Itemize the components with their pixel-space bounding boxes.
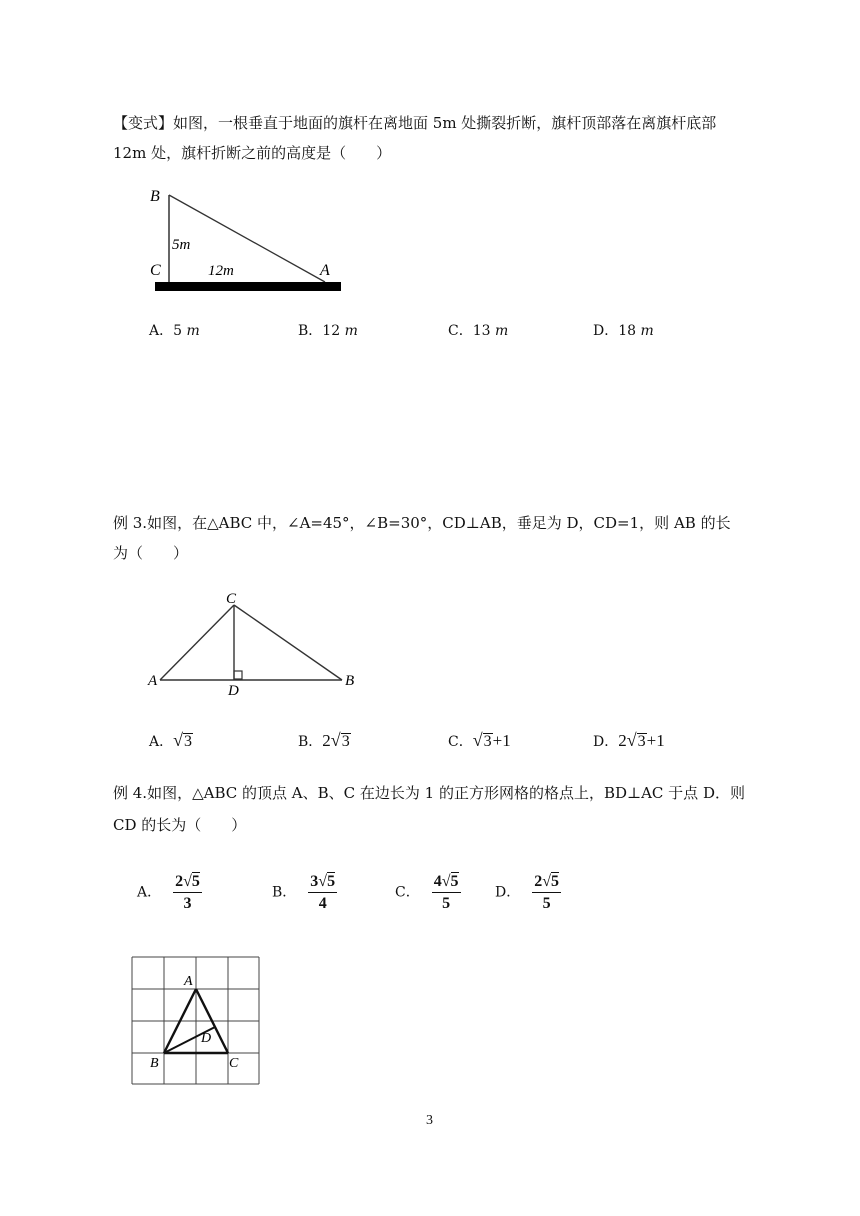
example3-question-line-1: 例 3.如图，在△ABC 中，∠A=45°，∠B=30°，CD⊥AB，垂足为 D，CD=1，则 AB 的长	[113, 514, 731, 532]
example4-option-d[interactable]: D． $\frac{2√5}{5}$	[495, 873, 560, 912]
variant-question-line-1: 【变式】如图，一根垂直于地面的旗杆在离地面 5m 处撕裂折断，旗杆顶部落在离旗杆底部	[113, 114, 717, 132]
label-D: D	[228, 683, 239, 699]
ground-bar	[155, 282, 341, 291]
label-5m: 5m	[172, 237, 191, 253]
label-B: B	[150, 1056, 159, 1071]
example4-question-line-2: CD 的长为（ ）	[113, 816, 247, 834]
example4-question-line-1: 例 4.如图，△ABC 的顶点 A、B、C 在边长为 1 的正方形网格的格点上，BD⊥AC 于点 D．则	[113, 784, 745, 802]
label-C: C	[229, 1056, 239, 1071]
example4-option-a[interactable]: A． $\frac{2√5}{3}$	[137, 873, 200, 912]
flagpole-figure	[140, 180, 355, 295]
variant-option-d[interactable]: D．18 m	[593, 323, 654, 339]
segment-cb	[234, 605, 342, 680]
label-C: C	[226, 591, 237, 607]
variant-question-line-2: 12m 处，旗杆折断之前的高度是（ ）	[113, 144, 392, 162]
example3-option-b[interactable]: B．2 √ 3	[298, 730, 350, 750]
variant-option-c[interactable]: C．13 m	[448, 323, 509, 339]
example3-option-a[interactable]: A． √ 3	[149, 730, 193, 750]
label-A: A	[320, 262, 330, 279]
page-number: 3	[426, 1113, 433, 1128]
triangle-abc-figure	[140, 585, 365, 700]
label-D: D	[201, 1031, 212, 1046]
variant-option-b[interactable]: B．12 m	[298, 323, 358, 339]
example3-option-c[interactable]: C． √ 3 +1	[448, 730, 511, 750]
variant-option-a[interactable]: A．5 m	[149, 323, 200, 339]
label-B: B	[345, 673, 355, 689]
example4-option-b[interactable]: B． $\frac{3√5}{4}$	[272, 873, 336, 912]
right-angle-mark	[234, 671, 242, 679]
example3-question-line-2: 为（ ）	[113, 544, 189, 562]
grid-triangle-figure	[128, 953, 264, 1087]
example4-option-c[interactable]: C． $\frac{4√5}{5}$	[395, 873, 459, 912]
flagpole-broken-part	[169, 195, 325, 282]
example3-option-d[interactable]: D．2 √ 3 +1	[593, 730, 665, 750]
label-12m: 12m	[208, 263, 234, 279]
label-B: B	[150, 188, 160, 205]
segment-ac	[160, 605, 234, 680]
label-A: A	[148, 673, 158, 689]
label-A: A	[184, 974, 193, 989]
label-C: C	[150, 262, 161, 279]
